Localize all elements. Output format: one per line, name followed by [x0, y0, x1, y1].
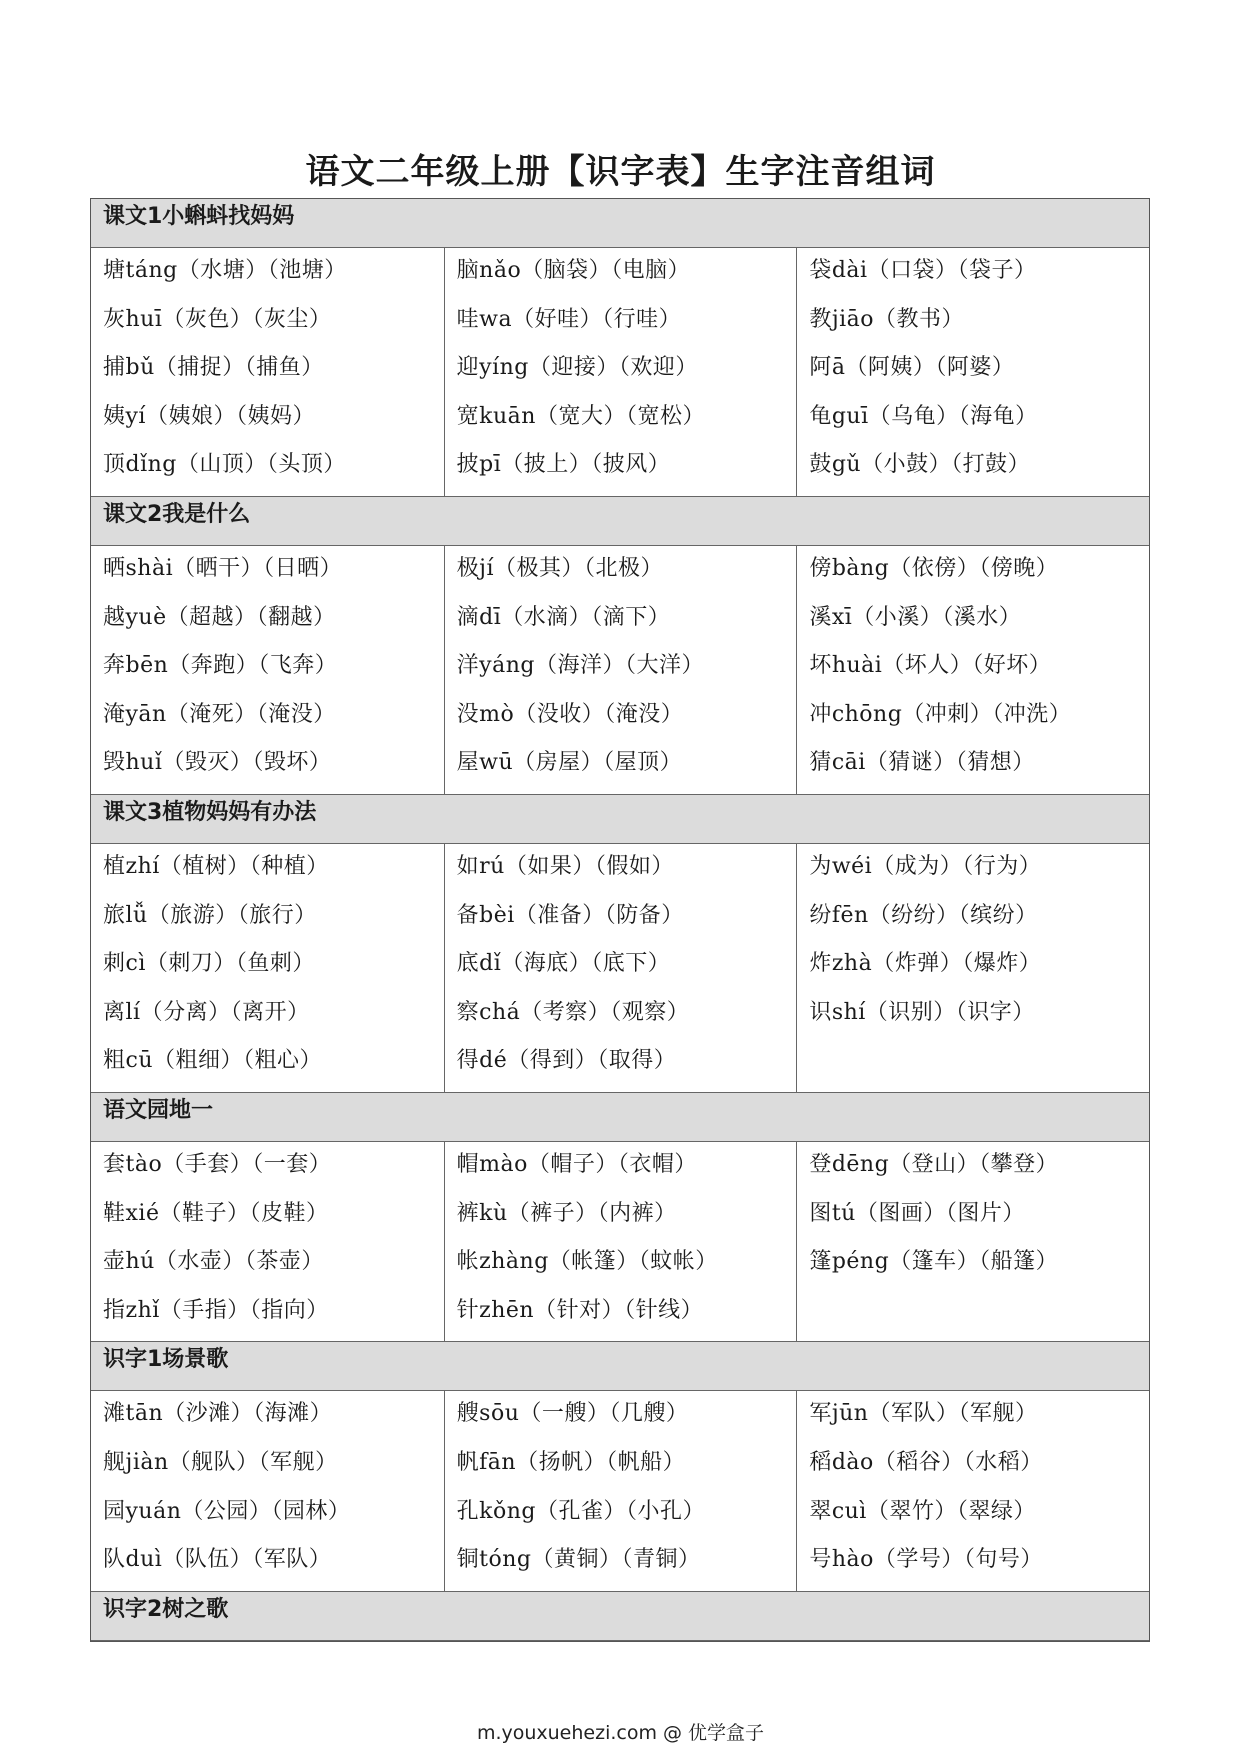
vocab-entry: 炸zhà（炸弹）（爆炸）	[809, 951, 1042, 977]
vocab-entry: 龟guī（乌龟）（海龟）	[809, 403, 1038, 429]
vocab-entry: 宽kuān（宽大）（宽松）	[456, 403, 705, 429]
vocab-column	[444, 248, 797, 496]
vocab-entry: 植zhí（植树）（种植）	[103, 854, 329, 879]
vocab-entry: 溪xī（小溪）（溪水）	[809, 604, 1022, 630]
vocab-entry: 篷péng（篷车）（船篷）	[809, 1249, 1059, 1275]
vocab-entry: 淹yān（淹死）（淹没）	[103, 701, 336, 727]
vocab-entry: 冲chōng（冲刺）（冲洗）	[809, 701, 1072, 727]
vocab-entry: 纷fēn（纷纷）（缤纷）	[809, 902, 1038, 928]
vocab-entry: 察chá（考察）（观察）	[456, 999, 690, 1025]
vocab-entry: 指zhǐ（手指）（指向）	[103, 1297, 329, 1323]
vocab-column	[796, 1391, 1149, 1590]
vocab-column	[796, 1142, 1149, 1341]
section-body	[91, 1391, 1149, 1591]
vocab-entry: 翠cuì（翠竹）（翠绿）	[809, 1498, 1036, 1524]
vocab-column	[444, 1391, 797, 1590]
vocab-entry: 帆fān（扬帆）（帆船）	[456, 1449, 686, 1475]
vocab-entry: 披pī（披上）（披风）	[456, 452, 671, 478]
section-header: 课文2我是什么	[91, 497, 1149, 546]
vocab-entry: 滩tān（沙滩）（海滩）	[103, 1401, 333, 1427]
vocab-entry: 园yuán（公园）（园林）	[103, 1498, 351, 1524]
vocab-entry: 滴dī（水滴）（滴下）	[456, 604, 671, 630]
vocab-entry: 队duì（队伍）（军队）	[103, 1547, 332, 1573]
vocab-entry: 阿ā（阿姨）（阿婆）	[809, 355, 1015, 381]
section-body	[91, 546, 1149, 795]
vocab-column	[91, 248, 444, 496]
vocab-entry: 教jiāo（教书）	[809, 306, 965, 332]
vocab-entry: 毁huǐ（毁灭）（毁坏）	[103, 750, 332, 776]
vocab-column	[91, 546, 444, 794]
section-header: 语文园地一	[91, 1093, 1149, 1142]
vocab-entry: 帐zhàng（帐篷）（蚊帐）	[456, 1249, 718, 1275]
footer-watermark: m.youxuehezi.com @ 优学盒子	[476, 1722, 765, 1744]
vocab-column	[444, 844, 797, 1092]
section-header: 识字1场景歌	[91, 1342, 1149, 1391]
vocab-entry: 铜tóng（黄铜）（青铜）	[456, 1547, 701, 1573]
vocab-entry: 袋dài（口袋）（袋子）	[809, 258, 1037, 283]
vocab-entry: 孔kǒng（孔雀）（小孔）	[456, 1498, 705, 1524]
vocab-entry: 猜cāi（猜谜）（猜想）	[809, 750, 1035, 776]
vocab-entry: 壶hú（水壶）（茶壶）	[103, 1249, 324, 1275]
vocab-column	[444, 1142, 797, 1341]
vocab-entry: 帽mào（帽子）（衣帽）	[456, 1152, 697, 1177]
vocab-entry: 顶dǐng（山顶）（头顶）	[103, 452, 346, 478]
vocab-entry: 捕bǔ（捕捉）（捕鱼）	[103, 355, 324, 381]
section-header: 课文1小蝌蚪找妈妈	[91, 199, 1149, 248]
vocab-entry: 如rú（如果）（假如）	[456, 854, 674, 879]
vocab-entry: 离lí（分离）（离开）	[103, 999, 310, 1025]
vocab-entry: 迎yíng（迎接）（欢迎）	[456, 355, 698, 381]
vocab-entry: 塘táng（水塘）（池塘）	[103, 258, 347, 283]
vocab-column	[91, 1391, 444, 1590]
vocab-entry: 裤kù（裤子）（内裤）	[456, 1200, 677, 1226]
vocab-entry: 晒shài（晒干）（日晒）	[103, 556, 343, 581]
vocab-entry: 号hào（学号）（句号）	[809, 1547, 1043, 1573]
section-body	[91, 248, 1149, 497]
vocab-entry: 得dé（得到）（取得）	[456, 1048, 677, 1074]
section-body	[91, 844, 1149, 1093]
vocab-entry: 鼓gǔ（小鼓）（打鼓）	[809, 452, 1031, 478]
vocab-entry: 备bèi（准备）（防备）	[456, 902, 684, 928]
vocab-entry: 旅lǚ（旅游）（旅行）	[103, 902, 317, 928]
vocab-entry: 鞋xié（鞋子）（皮鞋）	[103, 1200, 329, 1226]
vocab-entry: 没mò（没收）（淹没）	[456, 701, 684, 727]
vocab-entry: 套tào（手套）（一套）	[103, 1152, 332, 1177]
vocab-column	[91, 844, 444, 1092]
vocab-entry: 极jí（极其）（北极）	[456, 556, 664, 581]
vocab-entry: 艘sōu（一艘）（几艘）	[456, 1401, 689, 1427]
vocab-entry: 针zhēn（针对）（针线）	[456, 1297, 704, 1323]
vocab-entry: 灰huī（灰色）（灰尘）	[103, 306, 332, 332]
vocab-entry: 图tú（图画）（图片）	[809, 1200, 1025, 1226]
vocab-column	[796, 546, 1149, 794]
vocab-column	[796, 844, 1149, 1092]
vocab-entry: 识shí（识别）（识字）	[809, 999, 1035, 1025]
vocab-entry: 哇wa（好哇）（行哇）	[456, 306, 682, 332]
vocab-entry: 坏huài（坏人）（好坏）	[809, 653, 1052, 679]
vocab-entry: 奔bēn（奔跑）（飞奔）	[103, 653, 338, 679]
vocab-entry: 舰jiàn（舰队）（军舰）	[103, 1449, 338, 1475]
vocab-entry: 粗cū（粗细）（粗心）	[103, 1048, 322, 1074]
vocab-entry: 越yuè（超越）（翻越）	[103, 604, 336, 630]
section-header: 课文3植物妈妈有办法	[91, 795, 1149, 844]
vocab-column	[444, 546, 797, 794]
vocab-entry: 姨yí（姨娘）（姨妈）	[103, 403, 315, 429]
vocab-column	[796, 248, 1149, 496]
vocab-entry: 刺cì（刺刀）（鱼刺）	[103, 951, 315, 977]
vocab-entry: 军jūn（军队）（军舰）	[809, 1401, 1038, 1427]
section-body	[91, 1142, 1149, 1342]
vocab-entry: 稻dào（稻谷）（水稻）	[809, 1449, 1043, 1475]
vocab-column	[91, 1142, 444, 1341]
vocab-table	[90, 198, 1150, 1642]
vocab-entry: 脑nǎo（脑袋）（电脑）	[456, 258, 691, 283]
vocab-entry: 傍bàng（依傍）（傍晚）	[809, 556, 1059, 581]
vocab-entry: 为wéi（成为）（行为）	[809, 854, 1042, 879]
page-title: 语文二年级上册【识字表】生字注音组词	[305, 152, 936, 192]
vocab-entry: 登dēng（登山）（攀登）	[809, 1152, 1059, 1177]
vocab-entry: 屋wū（房屋）（屋顶）	[456, 750, 683, 776]
vocab-entry: 底dǐ（海底）（底下）	[456, 951, 671, 977]
section-header: 识字2树之歌	[91, 1592, 1149, 1641]
vocab-entry: 洋yáng（海洋）（大洋）	[456, 653, 704, 679]
